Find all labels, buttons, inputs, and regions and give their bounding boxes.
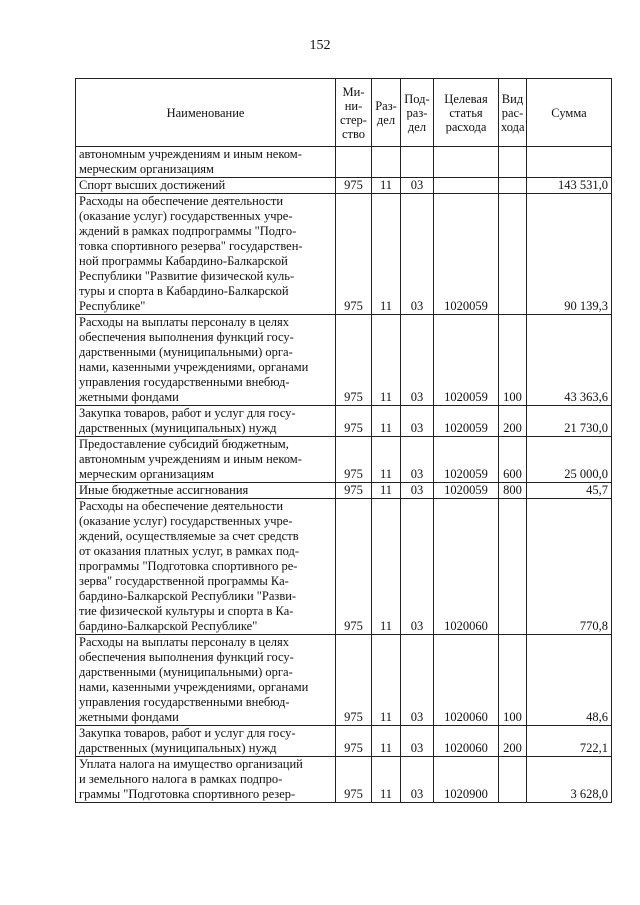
cell-ministry: 975 xyxy=(336,635,372,726)
cell-type xyxy=(499,147,527,178)
cell-sum: 45,7 xyxy=(527,483,612,499)
cell-target: 1020900 xyxy=(434,757,499,803)
cell-subsection: 03 xyxy=(401,635,434,726)
cell-section: 11 xyxy=(372,194,401,315)
cell-type: 200 xyxy=(499,726,527,757)
cell-target: 1020059 xyxy=(434,437,499,483)
cell-target: 1020059 xyxy=(434,406,499,437)
cell-type: 100 xyxy=(499,635,527,726)
cell-name: Закупка товаров, работ и услуг для госу- дарственных (муниципальных) нужд xyxy=(76,406,336,437)
cell-subsection: 03 xyxy=(401,726,434,757)
cell-name: Иные бюджетные ассигнования xyxy=(76,483,336,499)
cell-sum: 90 139,3 xyxy=(527,194,612,315)
page-number: 152 xyxy=(309,38,331,53)
cell-section: 11 xyxy=(372,635,401,726)
cell-section: 11 xyxy=(372,315,401,406)
cell-sum: 48,6 xyxy=(527,635,612,726)
cell-target: 1020059 xyxy=(434,483,499,499)
cell-type: 800 xyxy=(499,483,527,499)
table-row xyxy=(76,437,612,483)
cell-subsection: 03 xyxy=(401,757,434,803)
cell-section xyxy=(372,147,401,178)
cell-subsection: 03 xyxy=(401,178,434,194)
cell-sum: 25 000,0 xyxy=(527,437,612,483)
cell-sum: 43 363,6 xyxy=(527,315,612,406)
cell-sum: 722,1 xyxy=(527,726,612,757)
cell-type: 600 xyxy=(499,437,527,483)
cell-type xyxy=(499,178,527,194)
header-ministry: Ми- ни- стер- ство xyxy=(336,79,372,147)
cell-subsection: 03 xyxy=(401,406,434,437)
cell-name: автономным учреждениям и иным неком- мерческим организациям xyxy=(76,147,336,178)
cell-subsection: 03 xyxy=(401,499,434,635)
cell-type: 100 xyxy=(499,315,527,406)
cell-name: Закупка товаров, работ и услуг для госу- дарственных (муниципальных) нужд xyxy=(76,726,336,757)
header-section: Раз- дел xyxy=(372,79,401,147)
cell-subsection: 03 xyxy=(401,437,434,483)
cell-subsection: 03 xyxy=(401,194,434,315)
cell-name: Уплата налога на имущество организаций и земельного налога в рамках подпро- граммы "Подготовка спортивного резер- xyxy=(76,757,336,803)
table-row xyxy=(76,483,612,499)
cell-target: 1020060 xyxy=(434,499,499,635)
cell-target: 1020059 xyxy=(434,194,499,315)
cell-name: Расходы на выплаты персоналу в целях обеспечения выполнения функций госу- дарственными (муниципальными) орга- нами, казенными учреждениями, органами управления государственными внебюд- жетными фондами xyxy=(76,635,336,726)
cell-ministry: 975 xyxy=(336,483,372,499)
budget-table xyxy=(75,78,612,803)
cell-name: Предоставление субсидий бюджетным, автономным учреждениям и иным неком- мерческим организациям xyxy=(76,437,336,483)
cell-section: 11 xyxy=(372,757,401,803)
cell-sum: 21 730,0 xyxy=(527,406,612,437)
cell-ministry: 975 xyxy=(336,178,372,194)
cell-section: 11 xyxy=(372,178,401,194)
cell-ministry: 975 xyxy=(336,757,372,803)
table-row xyxy=(76,406,612,437)
cell-target: 1020060 xyxy=(434,726,499,757)
cell-section: 11 xyxy=(372,726,401,757)
table-row xyxy=(76,499,612,635)
table-row xyxy=(76,147,612,178)
cell-ministry: 975 xyxy=(336,726,372,757)
cell-target xyxy=(434,147,499,178)
header-type: Вид рас- хода xyxy=(499,79,527,147)
cell-section: 11 xyxy=(372,483,401,499)
cell-type: 200 xyxy=(499,406,527,437)
cell-name: Спорт высших достижений xyxy=(76,178,336,194)
header-sum: Сумма xyxy=(527,79,612,147)
cell-target: 1020059 xyxy=(434,315,499,406)
table-row xyxy=(76,757,612,803)
table-row xyxy=(76,635,612,726)
cell-section: 11 xyxy=(372,406,401,437)
header-subsection: Под- раз- дел xyxy=(401,79,434,147)
cell-name: Расходы на выплаты персоналу в целях обеспечения выполнения функций госу- дарственными (муниципальными) орга- нами, казенными учреждениями, органами управления государственными внебюд- жетными фондами xyxy=(76,315,336,406)
cell-sum xyxy=(527,147,612,178)
cell-ministry: 975 xyxy=(336,315,372,406)
cell-type xyxy=(499,757,527,803)
cell-subsection xyxy=(401,147,434,178)
cell-subsection: 03 xyxy=(401,315,434,406)
table-row xyxy=(76,726,612,757)
table-row xyxy=(76,315,612,406)
cell-type xyxy=(499,194,527,315)
cell-sum: 770,8 xyxy=(527,499,612,635)
cell-ministry: 975 xyxy=(336,406,372,437)
cell-section: 11 xyxy=(372,437,401,483)
cell-sum: 3 628,0 xyxy=(527,757,612,803)
cell-subsection: 03 xyxy=(401,483,434,499)
cell-name: Расходы на обеспечение деятельности (оказание услуг) государственных учре- ждений в рамках подпрограммы "Подго- товка спортивного резерва" государствен- ной программы Кабардино-Балкарской Республики "Развитие физической куль- туры и спорта в Кабардино-Балкарской Республике" xyxy=(76,194,336,315)
cell-name: Расходы на обеспечение деятельности (оказание услуг) государственных учре- ждений, осуществляемые за счет средств от оказания платных услуг, в рамках под- программы "Подготовка спортивного ре- зерва" государственной программы Ка- бардино-Балкарской Республики "Разви- тие физической культуры и спорта в Ка- бардино-Балкарской Республике" xyxy=(76,499,336,635)
cell-type xyxy=(499,499,527,635)
cell-sum: 143 531,0 xyxy=(527,178,612,194)
cell-ministry: 975 xyxy=(336,499,372,635)
cell-ministry xyxy=(336,147,372,178)
table-row xyxy=(76,194,612,315)
cell-ministry: 975 xyxy=(336,194,372,315)
header-name: Наименование xyxy=(76,79,336,147)
table-row xyxy=(76,178,612,194)
cell-ministry: 975 xyxy=(336,437,372,483)
header-target: Целевая статья расхода xyxy=(434,79,499,147)
cell-target: 1020060 xyxy=(434,635,499,726)
table-header-row xyxy=(76,79,612,147)
cell-target xyxy=(434,178,499,194)
cell-section: 11 xyxy=(372,499,401,635)
